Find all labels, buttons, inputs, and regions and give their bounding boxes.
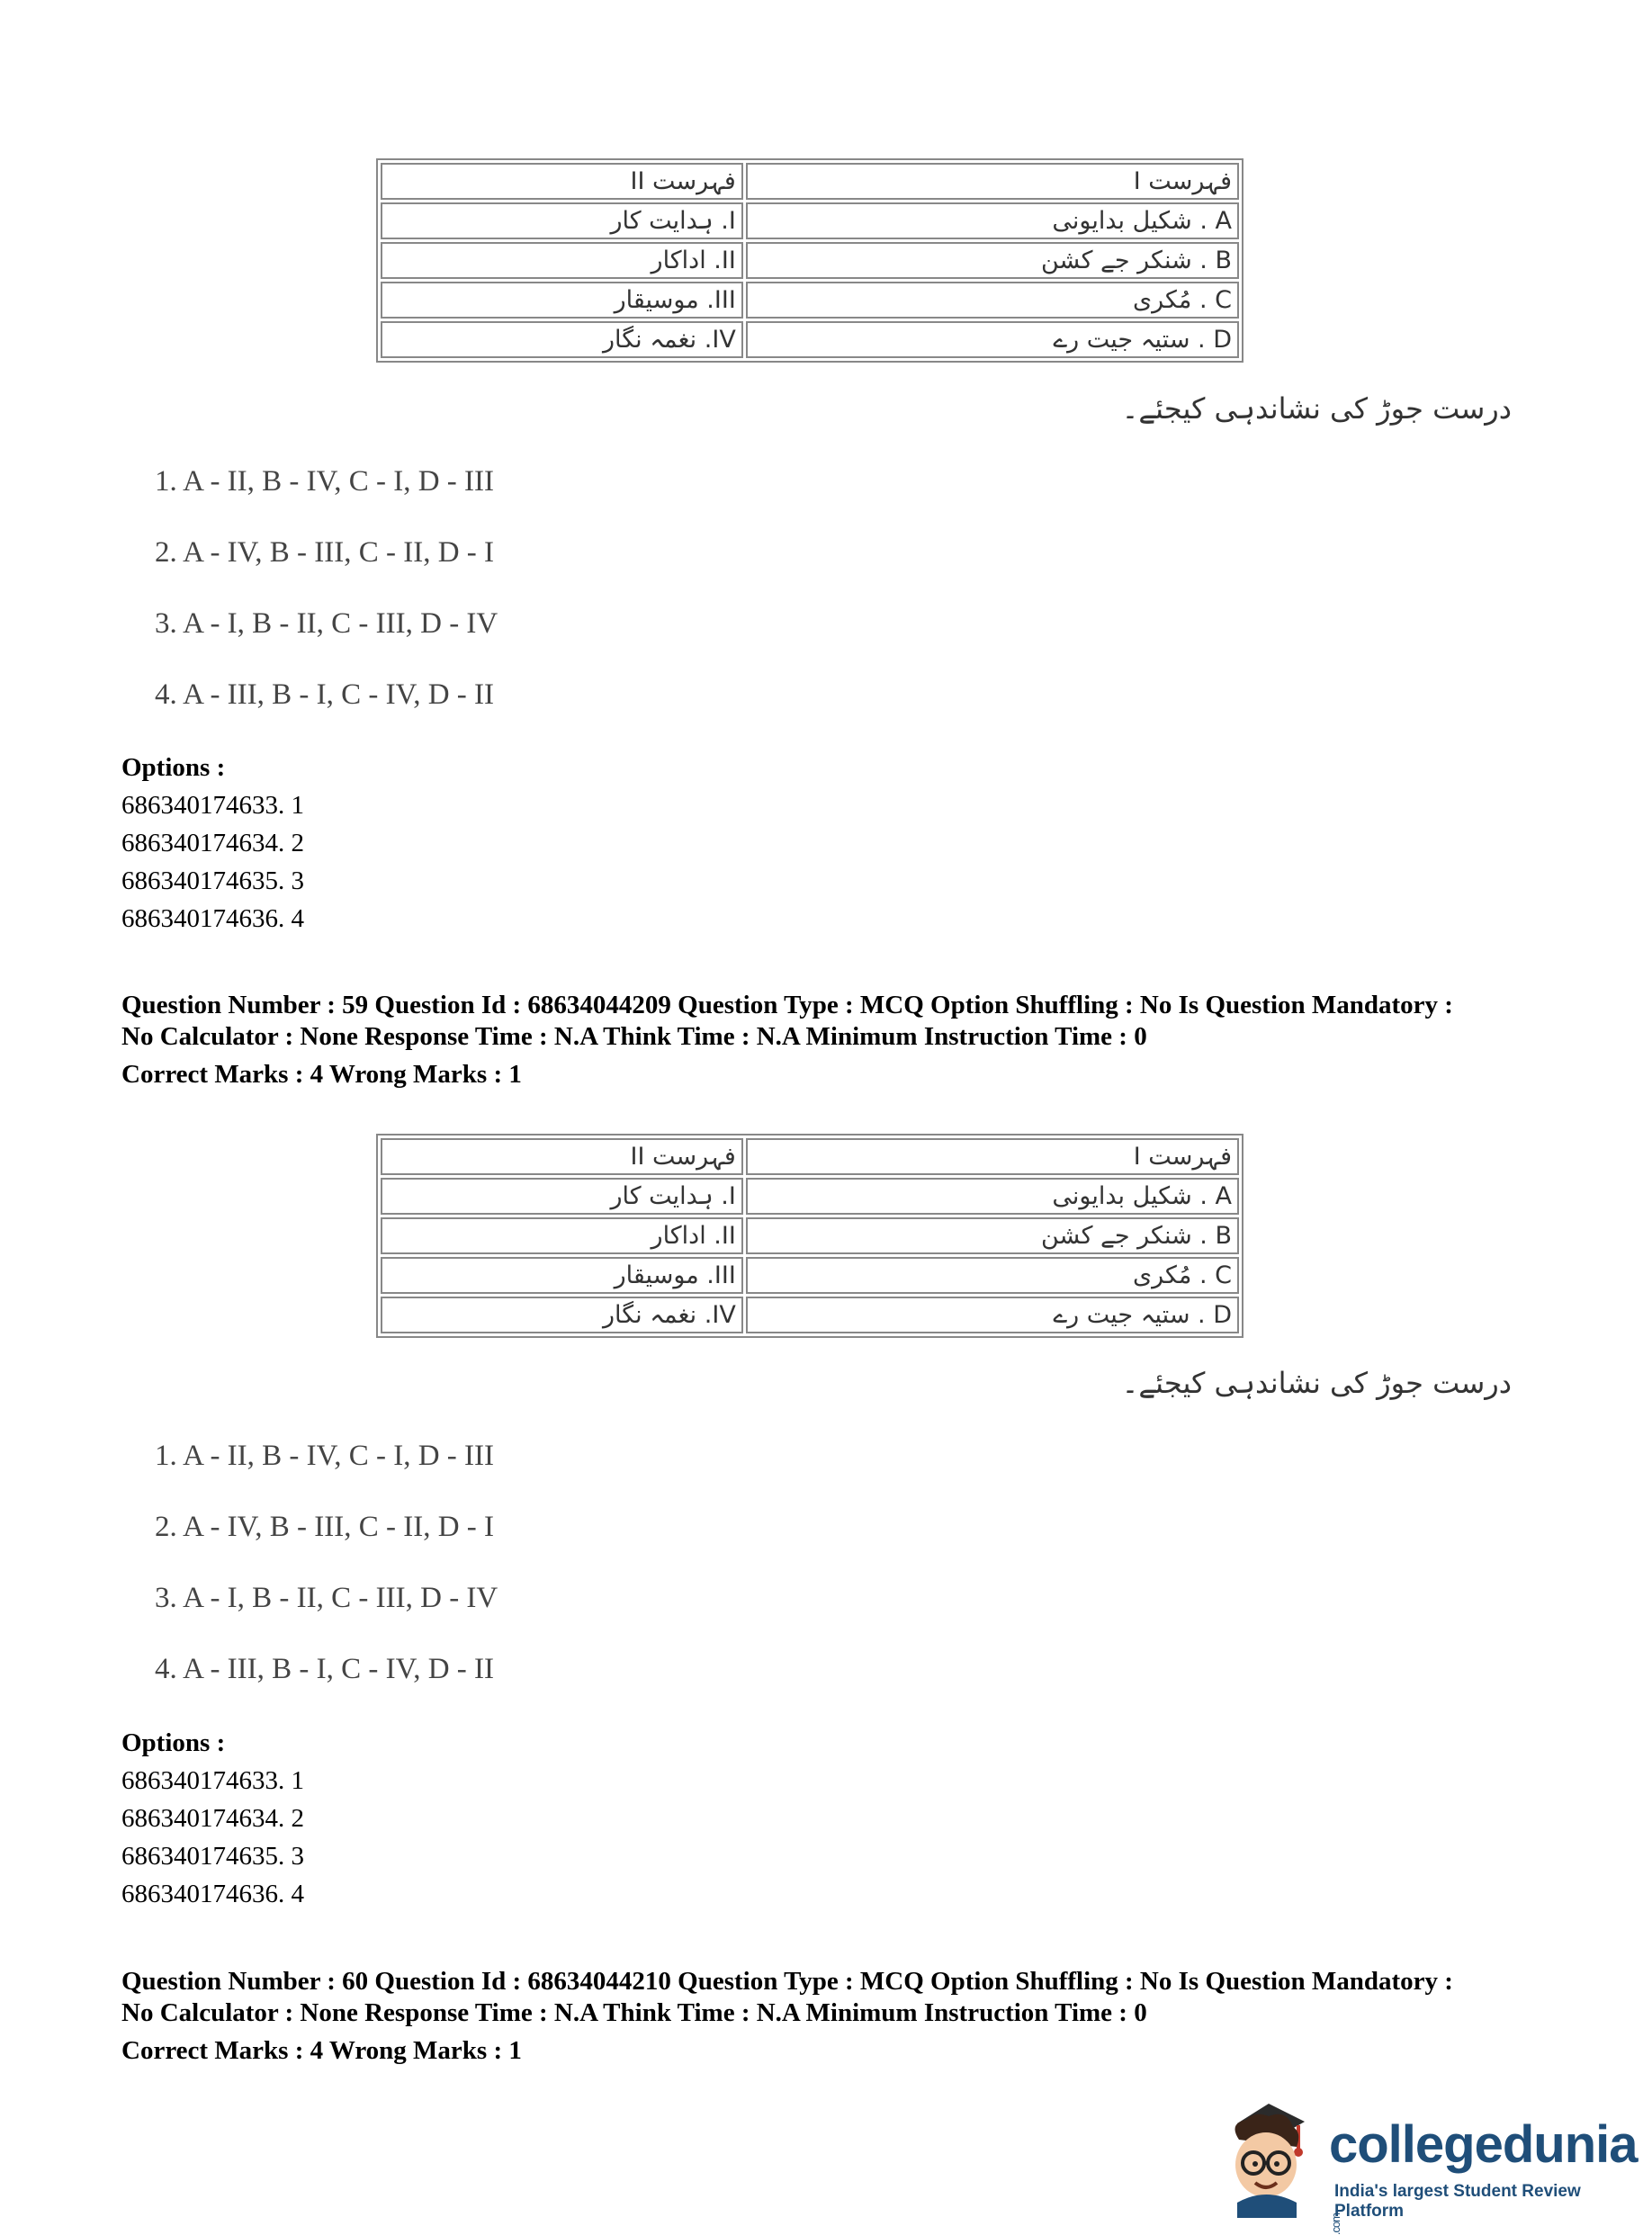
table-cell: C . مُکری bbox=[746, 1257, 1239, 1294]
match-table bbox=[376, 1134, 1243, 1338]
answer-choice: 3. A - I, B - II, C - III, D - IV bbox=[155, 1582, 498, 1614]
table-cell: II. اداکار bbox=[381, 242, 743, 279]
answer-choice: 4. A - III, B - I, C - IV, D - II bbox=[155, 678, 495, 711]
answer-choice: 4. A - III, B - I, C - IV, D - II bbox=[155, 1653, 495, 1685]
option-item: 686340174636. 4 bbox=[121, 904, 304, 933]
table-cell: فہرست I bbox=[746, 163, 1239, 200]
question-meta-line: Question Number : 59 Question Id : 68634044209 Question Type : MCQ Option Shuffling : No Is Question Mandatory : bbox=[121, 991, 1453, 1019]
table-row bbox=[381, 282, 1239, 319]
option-item: 686340174634. 2 bbox=[121, 1804, 304, 1833]
collegedunia-logo bbox=[1219, 2096, 1638, 2235]
answer-choice: 3. A - I, B - II, C - III, D - IV bbox=[155, 607, 498, 640]
option-item: 686340174633. 1 bbox=[121, 791, 304, 820]
table-row bbox=[381, 163, 1239, 200]
table-row bbox=[381, 242, 1239, 279]
table-cell: B . شنکر جے کشن bbox=[746, 242, 1239, 279]
brand-name: collegedunia.com bbox=[1329, 2115, 1638, 2235]
table-cell: C . مُکری bbox=[746, 282, 1239, 319]
table-cell: B . شنکر جے کشن bbox=[746, 1217, 1239, 1254]
question-instruction: درست جوڑ کی نشاندہی کیجئے۔ bbox=[1121, 391, 1512, 426]
brand-tagline: India's largest Student Review Platform bbox=[1334, 2182, 1581, 2221]
option-item: 686340174636. 4 bbox=[121, 1880, 304, 1908]
option-item: 686340174634. 2 bbox=[121, 829, 304, 857]
answer-choice: 1. A - II, B - IV, C - I, D - III bbox=[155, 465, 495, 498]
marks-line: Correct Marks : 4 Wrong Marks : 1 bbox=[121, 2036, 522, 2065]
option-item: 686340174635. 3 bbox=[121, 866, 304, 895]
table-row bbox=[381, 1178, 1239, 1215]
table-cell: I. ہدایت کار bbox=[381, 1178, 743, 1215]
option-item: 686340174633. 1 bbox=[121, 1766, 304, 1795]
table-row bbox=[381, 1138, 1239, 1175]
table-cell: A . شکیل بدایونی bbox=[746, 202, 1239, 239]
table-cell: I. ہدایت کار bbox=[381, 202, 743, 239]
table-cell: IV. نغمہ نگار bbox=[381, 1297, 743, 1333]
table-row bbox=[381, 321, 1239, 358]
mascot-icon bbox=[1219, 2096, 1327, 2218]
table-row bbox=[381, 1297, 1239, 1333]
options-title: Options : bbox=[121, 1728, 226, 1757]
table-cell: III. موسیقار bbox=[381, 282, 743, 319]
table-cell: D . ستیہ جیت رے bbox=[746, 1297, 1239, 1333]
options-title: Options : bbox=[121, 753, 226, 782]
question-meta bbox=[121, 1966, 1561, 2067]
table-cell: IV. نغمہ نگار bbox=[381, 321, 743, 358]
table-row bbox=[381, 1257, 1239, 1294]
question-instruction: درست جوڑ کی نشاندہی کیجئے۔ bbox=[1121, 1366, 1512, 1400]
question-meta-line: No Calculator : None Response Time : N.A Think Time : N.A Minimum Instruction Time : 0 bbox=[121, 1998, 1147, 2027]
answer-choice: 2. A - IV, B - III, C - II, D - I bbox=[155, 1511, 495, 1543]
match-table bbox=[376, 158, 1243, 363]
marks-line: Correct Marks : 4 Wrong Marks : 1 bbox=[121, 1060, 522, 1089]
question-meta-line: Question Number : 60 Question Id : 68634044210 Question Type : MCQ Option Shuffling : No Is Question Mandatory : bbox=[121, 1967, 1453, 1996]
question-meta-line: No Calculator : None Response Time : N.A Think Time : N.A Minimum Instruction Time : 0 bbox=[121, 1022, 1147, 1051]
table-cell: A . شکیل بدایونی bbox=[746, 1178, 1239, 1215]
table-cell: D . ستیہ جیت رے bbox=[746, 321, 1239, 358]
table-cell: فہرست II bbox=[381, 1138, 743, 1175]
table-cell: III. موسیقار bbox=[381, 1257, 743, 1294]
table-cell: فہرست I bbox=[746, 1138, 1239, 1175]
answer-choice: 1. A - II, B - IV, C - I, D - III bbox=[155, 1440, 495, 1472]
table-row bbox=[381, 1217, 1239, 1254]
option-item: 686340174635. 3 bbox=[121, 1842, 304, 1871]
answer-choice: 2. A - IV, B - III, C - II, D - I bbox=[155, 536, 495, 569]
table-cell: فہرست II bbox=[381, 163, 743, 200]
table-row bbox=[381, 202, 1239, 239]
question-meta bbox=[121, 990, 1561, 1091]
table-cell: II. اداکار bbox=[381, 1217, 743, 1254]
